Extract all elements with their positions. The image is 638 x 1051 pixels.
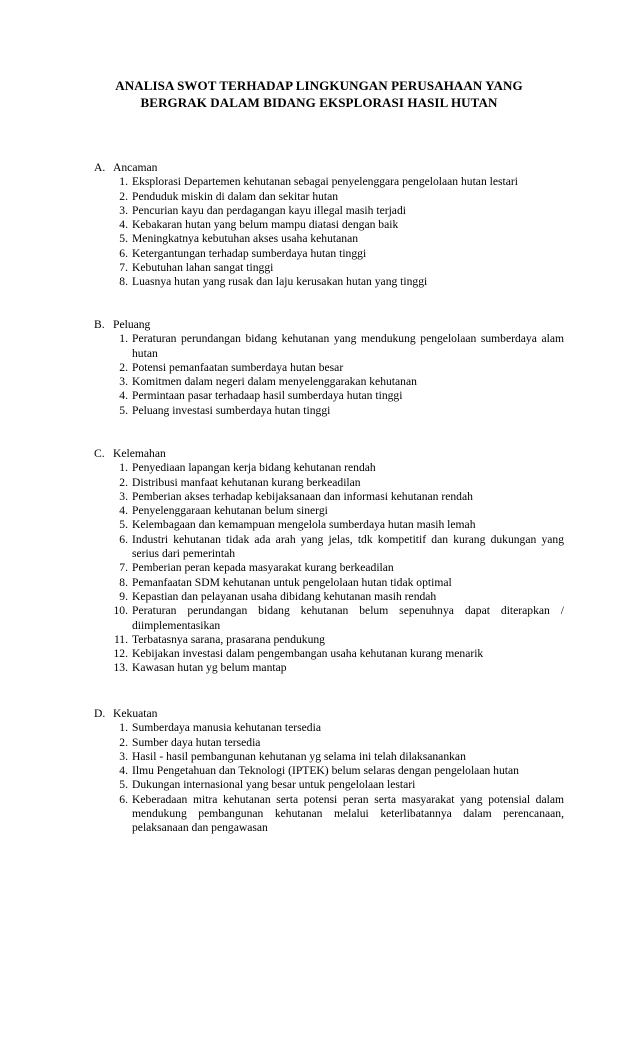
item-text: Pemanfaatan SDM kehutanan untuk pengelolaan hutan tidak optimal bbox=[132, 575, 452, 589]
list-item bbox=[94, 175, 564, 189]
item-text: Pemberian akses terhadap kebijaksanaan dan informasi kehutanan rendah bbox=[132, 489, 473, 503]
item-text: Kepastian dan pelayanan usaha dibidang kehutanan masih rendah bbox=[132, 589, 437, 603]
list-item bbox=[94, 647, 564, 661]
item-number: 13. bbox=[113, 661, 128, 675]
item-number: 4. bbox=[119, 504, 128, 518]
item-number: 12. bbox=[113, 647, 128, 661]
list-item bbox=[94, 261, 564, 275]
list-item bbox=[94, 633, 564, 647]
section-title: Kekuatan bbox=[113, 707, 158, 720]
item-number: 1. bbox=[119, 461, 128, 475]
list-item bbox=[94, 576, 564, 590]
item-number: 3. bbox=[119, 489, 128, 503]
section-heading bbox=[94, 318, 564, 332]
list-item bbox=[94, 218, 564, 232]
section-letter: A. bbox=[94, 161, 106, 174]
item-text: Peraturan perundangan bidang kehutanan belum sepenuhnya dapat diterapkan / diimplementasikan bbox=[132, 604, 564, 632]
item-number: 8. bbox=[119, 575, 128, 589]
item-text: Permintaan pasar terhadaap hasil sumberdaya hutan tinggi bbox=[132, 389, 403, 403]
item-number: 2. bbox=[119, 475, 128, 489]
item-text: Keberadaan mitra kehutanan serta potensi peran serta masyarakat yang potensial dalam mendukung pembangunan kehutanan melalui keterlibatannya dalam perencanaan, pelaksanaan dan pengawasan bbox=[132, 792, 564, 835]
section-ancaman bbox=[94, 161, 564, 290]
list-item bbox=[94, 404, 564, 418]
item-text: Hasil - hasil pembangunan kehutanan yg selama ini telah dilaksanankan bbox=[132, 749, 466, 763]
item-text: Peluang investasi sumberdaya hutan tinggi bbox=[132, 403, 331, 417]
title-line-2: BERGRAK DALAM BIDANG EKSPLORASI HASIL HUTAN bbox=[140, 95, 498, 110]
list-item bbox=[94, 332, 564, 361]
list-item bbox=[94, 247, 564, 261]
list-item bbox=[94, 778, 564, 792]
section-heading bbox=[94, 447, 564, 461]
item-list bbox=[94, 332, 564, 418]
item-number: 10. bbox=[113, 604, 128, 618]
list-item bbox=[94, 232, 564, 246]
item-text: Eksplorasi Departemen kehutanan sebagai penyelenggara pengelolaan hutan lestari bbox=[132, 175, 518, 189]
list-item bbox=[94, 533, 564, 562]
item-list bbox=[94, 721, 564, 835]
item-number: 1. bbox=[119, 175, 128, 189]
list-item bbox=[94, 490, 564, 504]
item-number: 11. bbox=[113, 632, 128, 646]
section-heading bbox=[94, 161, 564, 175]
item-text: Penduduk miskin di dalam dan sekitar hutan bbox=[132, 189, 339, 203]
item-text: Komitmen dalam negeri dalam menyelenggarakan kehutanan bbox=[132, 375, 417, 389]
item-text: Sumber daya hutan tersedia bbox=[132, 735, 261, 749]
list-item bbox=[94, 604, 564, 633]
section-title: Ancaman bbox=[113, 161, 158, 174]
item-text: Penyelenggaraan kehutanan belum sinergi bbox=[132, 504, 328, 518]
list-item bbox=[94, 518, 564, 532]
item-list bbox=[94, 175, 564, 289]
item-text: Sumberdaya manusia kehutanan tersedia bbox=[132, 721, 321, 735]
item-number: 6. bbox=[119, 792, 128, 806]
item-number: 9. bbox=[119, 589, 128, 603]
item-number: 1. bbox=[119, 721, 128, 735]
list-item bbox=[94, 793, 564, 836]
item-text: Pemberian peran kepada masyarakat kurang berkeadilan bbox=[132, 561, 394, 575]
item-number: 7. bbox=[119, 561, 128, 575]
list-item bbox=[94, 275, 564, 289]
title-line-1: ANALISA SWOT TERHADAP LINGKUNGAN PERUSAHAAN YANG bbox=[115, 78, 523, 93]
item-number: 7. bbox=[119, 261, 128, 275]
item-text: Ketergantungan terhadap sumberdaya hutan tinggi bbox=[132, 246, 367, 260]
list-item bbox=[94, 661, 564, 675]
item-text: Dukungan internasional yang besar untuk pengelolaan lestari bbox=[132, 778, 416, 792]
item-number: 3. bbox=[119, 375, 128, 389]
item-text: Ilmu Pengetahuan dan Teknologi (IPTEK) belum selaras dengan pengelolaan hutan bbox=[132, 764, 519, 778]
list-item bbox=[94, 204, 564, 218]
list-item bbox=[94, 721, 564, 735]
item-text: Meningkatnya kebutuhan akses usaha kehutanan bbox=[132, 232, 359, 246]
item-number: 4. bbox=[119, 389, 128, 403]
section-heading bbox=[94, 707, 564, 721]
item-number: 5. bbox=[119, 403, 128, 417]
section-kekuatan bbox=[94, 707, 564, 836]
section-letter: D. bbox=[94, 707, 106, 720]
list-item bbox=[94, 561, 564, 575]
section-kelemahan bbox=[94, 447, 564, 676]
item-text: Terbatasnya sarana, prasarana pendukung bbox=[132, 632, 325, 646]
list-item bbox=[94, 190, 564, 204]
list-item bbox=[94, 764, 564, 778]
list-item bbox=[94, 504, 564, 518]
item-text: Kebijakan investasi dalam pengembangan usaha kehutanan kurang menarik bbox=[132, 647, 484, 661]
list-item bbox=[94, 590, 564, 604]
item-number: 6. bbox=[119, 246, 128, 260]
item-number: 2. bbox=[119, 360, 128, 374]
item-number: 5. bbox=[119, 778, 128, 792]
item-number: 3. bbox=[119, 749, 128, 763]
section-letter: C. bbox=[94, 447, 105, 460]
item-text: Pencurian kayu dan perdagangan kayu illegal masih terjadi bbox=[132, 203, 406, 217]
item-number: 4. bbox=[119, 218, 128, 232]
item-text: Potensi pemanfaatan sumberdaya hutan besar bbox=[132, 360, 344, 374]
item-number: 2. bbox=[119, 735, 128, 749]
item-text: Luasnya hutan yang rusak dan laju kerusakan hutan yang tinggi bbox=[132, 275, 428, 289]
list-item bbox=[94, 750, 564, 764]
item-number: 8. bbox=[119, 275, 128, 289]
item-text: Penyediaan lapangan kerja bidang kehutanan rendah bbox=[132, 461, 376, 475]
item-number: 4. bbox=[119, 764, 128, 778]
item-text: Kawasan hutan yg belum mantap bbox=[132, 661, 287, 675]
document-title bbox=[60, 77, 578, 111]
item-number: 6. bbox=[119, 532, 128, 546]
item-number: 5. bbox=[119, 232, 128, 246]
list-item bbox=[94, 361, 564, 375]
list-item bbox=[94, 389, 564, 403]
item-text: Industri kehutanan tidak ada arah yang jelas, tdk kompetitif dan kurang dukungan yang serius dari pemerintah bbox=[132, 532, 564, 561]
item-text: Distribusi manfaat kehutanan kurang berkeadilan bbox=[132, 475, 361, 489]
section-letter: B. bbox=[94, 318, 105, 331]
item-number: 5. bbox=[119, 518, 128, 532]
item-number: 1. bbox=[119, 332, 128, 346]
item-text: Kebutuhan lahan sangat tinggi bbox=[132, 261, 274, 275]
section-title: Peluang bbox=[113, 318, 151, 331]
list-item bbox=[94, 736, 564, 750]
item-text: Peraturan perundangan bidang kehutanan yang mendukung pengelolaan sumberdaya alam hutan bbox=[132, 332, 564, 360]
section-title: Kelemahan bbox=[113, 447, 166, 460]
list-item bbox=[94, 476, 564, 490]
item-number: 2. bbox=[119, 189, 128, 203]
item-number: 3. bbox=[119, 203, 128, 217]
list-item bbox=[94, 375, 564, 389]
list-item bbox=[94, 461, 564, 475]
section-peluang bbox=[94, 318, 564, 418]
item-text: Kebakaran hutan yang belum mampu diatasi dengan baik bbox=[132, 218, 399, 232]
item-text: Kelembagaan dan kemampuan mengelola sumberdaya hutan masih lemah bbox=[132, 518, 476, 532]
item-list bbox=[94, 461, 564, 675]
